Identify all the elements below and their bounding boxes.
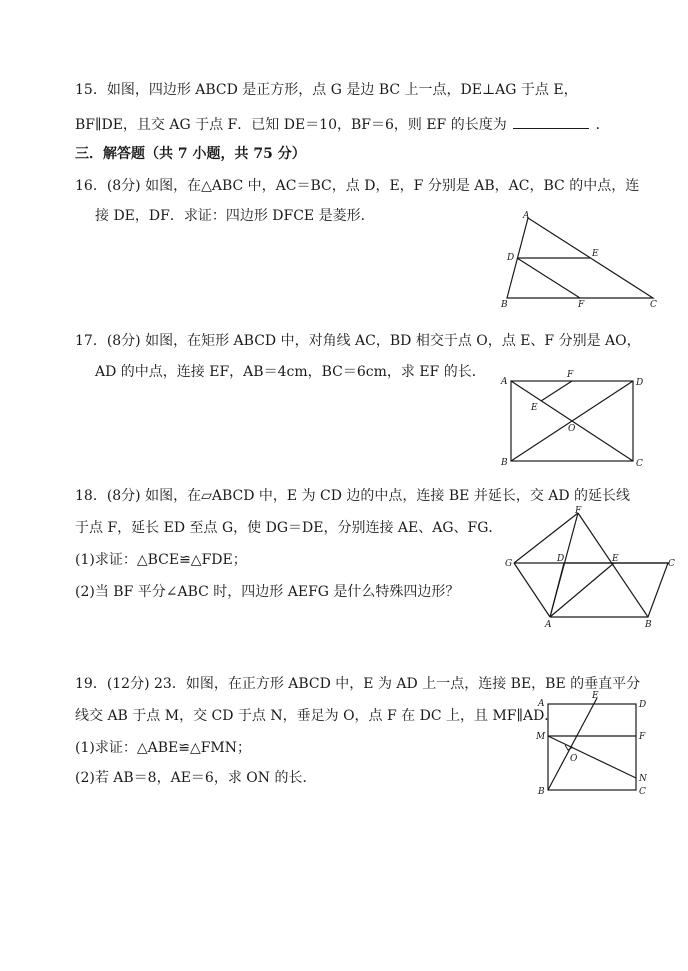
q19-line1: 19．(12分) 23．如图，在正方形 ABCD 中，E 为 AD 上一点，连接 BE，BE 的垂直平分 [75, 676, 641, 692]
q16-line2: 接 DE，DF．求证：四边形 DFCE 是菱形． [95, 208, 375, 224]
q15-line2 [75, 114, 610, 135]
q19-label-o: O [570, 754, 578, 764]
q17-line1: 17．(8分) 如图，在矩形 ABCD 中，对角线 AC，BD 相交于点 O，点 E、F 分别是 AO， [75, 333, 641, 349]
q16-label-c: C [650, 300, 657, 310]
q15-line2-end: ． [595, 117, 610, 133]
q19-label-a: A [538, 699, 545, 709]
q18-label-c: C [668, 559, 675, 569]
q16-figure [495, 210, 670, 310]
q16-line1: 16．(8分) 如图，在△ABC 中，AC＝BC，点 D，E，F 分别是 AB，AC，BC 的中点，连 [75, 178, 640, 194]
q19-label-e: E [592, 691, 599, 701]
q19-label-f: F [639, 732, 646, 742]
q18-label-g: G [505, 559, 513, 569]
q17-figure [495, 366, 655, 474]
q17-label-a: A [501, 377, 508, 387]
q17-label-d: D [636, 378, 644, 388]
q18-line1: 18．(8分) 如图，在▱ABCD 中，E 为 CD 边的中点，连接 BE 并延长，交 AD 的延长线 [75, 488, 631, 504]
q18-label-a: A [545, 620, 552, 629]
q15-line1: 15．如图，四边形 ABCD 是正方形，点 G 是边 BC 上一点，DE⊥AG 于点 E， [75, 82, 578, 98]
q17-label-f: F [567, 370, 574, 380]
q18-line2: 于点 F，延长 ED 至点 G，使 DG＝DE，分别连接 AE、AG、FG． [75, 520, 503, 536]
q18-label-b: B [645, 620, 652, 629]
q18-label-e: E [612, 554, 619, 564]
q16-segment-df [517, 258, 580, 298]
q18-label-f: F [575, 506, 582, 516]
q18-segment-ag [514, 563, 550, 617]
q19-part2: (2)若 AB＝8，AE＝6，求 ON 的长． [75, 770, 317, 786]
q17-label-o: O [568, 424, 576, 434]
q19-label-n: N [639, 774, 647, 784]
q16-label-b: B [501, 300, 508, 310]
q19-part1: (1)求证：△ABE≌△FMN； [75, 740, 252, 756]
q19-label-m: M [536, 732, 546, 742]
q18-segment-fg [514, 513, 578, 563]
q18-segment-bf [578, 513, 648, 617]
q19-figure [532, 690, 660, 800]
q19-label-d: D [639, 700, 647, 710]
q17-segment-ef [541, 381, 572, 401]
q16-label-f: F [578, 300, 585, 310]
q18-figure [502, 505, 680, 629]
q19-segment-be [548, 698, 597, 790]
q19-segment-mn [548, 736, 636, 778]
q17-label-b: B [501, 458, 508, 468]
q18-part2: (2)当 BF 平分∠ABC 时，四边形 AEFG 是什么特殊四边形？ [75, 584, 460, 600]
q18-label-d: D [557, 554, 565, 564]
q17-label-e: E [531, 403, 538, 413]
section-header: 三．解答题（共 7 小题，共 75 分） [75, 146, 306, 162]
q18-parallelogram [550, 563, 668, 617]
q17-line2: AD 的中点，连接 EF，AB＝4cm，BC＝6cm，求 EF 的长． [95, 364, 486, 380]
q15-answer-blank[interactable] [513, 114, 589, 129]
q18-segment-ae [550, 563, 614, 617]
q18-segment-ad-extended [550, 513, 578, 617]
q15-line2-text: BF∥DE，且交 AG 于点 F．已知 DE＝10，BF＝6，则 EF 的长度为 [75, 117, 507, 133]
q16-label-e: E [592, 249, 599, 259]
q16-label-d: D [507, 253, 515, 263]
q19-label-b: B [538, 787, 545, 797]
q19-line2: 线交 AB 于点 M，交 CD 于点 N，垂足为 O，点 F 在 DC 上，且 MF∥AD． [75, 708, 559, 724]
q18-part1: (1)求证：△BCE≌△FDE； [75, 552, 247, 568]
q16-label-a: A [523, 211, 530, 221]
q19-square [548, 704, 636, 790]
q19-label-c: C [639, 787, 646, 797]
q17-label-c: C [636, 459, 643, 469]
